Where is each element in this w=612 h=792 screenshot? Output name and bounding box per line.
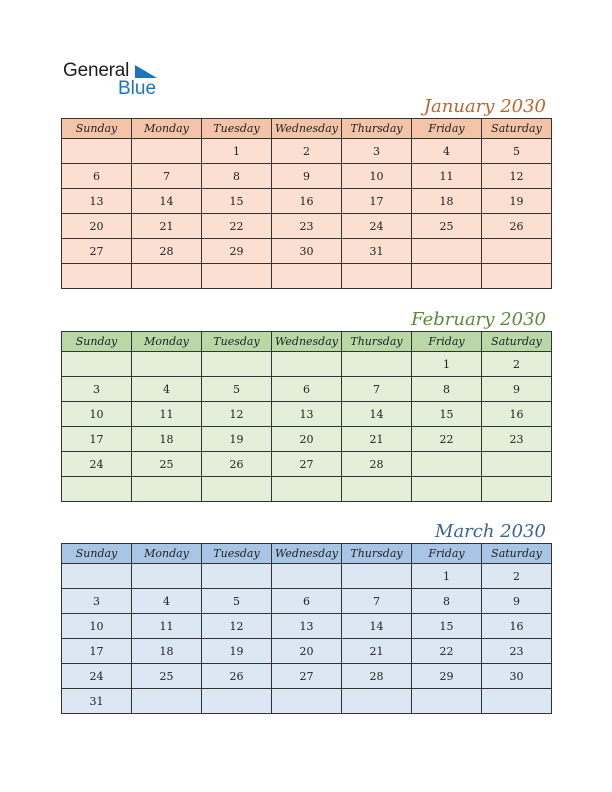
day-cell: 28 [342, 664, 412, 689]
day-cell [132, 264, 202, 289]
week-row [62, 564, 552, 589]
weekday-header: Sunday [62, 332, 132, 352]
day-cell [202, 264, 272, 289]
day-cell: 20 [272, 427, 342, 452]
week-row [62, 352, 552, 377]
weekday-header: Wednesday [272, 544, 342, 564]
weekday-header: Monday [132, 119, 202, 139]
calendar-grid [61, 118, 552, 289]
day-cell: 17 [62, 427, 132, 452]
day-cell: 30 [482, 664, 552, 689]
day-cell: 2 [482, 564, 552, 589]
day-cell: 8 [202, 164, 272, 189]
day-cell [62, 477, 132, 502]
weekday-header: Sunday [62, 544, 132, 564]
day-cell [62, 352, 132, 377]
day-cell: 17 [342, 189, 412, 214]
day-cell: 18 [132, 427, 202, 452]
day-cell: 15 [412, 614, 482, 639]
day-cell: 13 [272, 402, 342, 427]
weekday-header: Tuesday [202, 119, 272, 139]
day-cell: 19 [202, 639, 272, 664]
logo-text-general: General [63, 60, 130, 81]
day-cell: 22 [202, 214, 272, 239]
weekday-header: Wednesday [272, 119, 342, 139]
day-cell: 26 [482, 214, 552, 239]
day-cell: 29 [202, 239, 272, 264]
day-cell [202, 564, 272, 589]
day-cell [342, 564, 412, 589]
day-cell: 17 [62, 639, 132, 664]
weekday-header: Friday [412, 332, 482, 352]
day-cell: 9 [482, 377, 552, 402]
day-cell: 28 [342, 452, 412, 477]
day-cell: 10 [62, 402, 132, 427]
day-cell: 23 [482, 639, 552, 664]
day-cell: 24 [62, 664, 132, 689]
weekday-header: Friday [412, 119, 482, 139]
day-cell: 9 [272, 164, 342, 189]
week-row [62, 189, 552, 214]
logo-triangle-icon [135, 65, 157, 78]
day-cell: 3 [62, 589, 132, 614]
day-cell: 10 [62, 614, 132, 639]
day-cell [482, 264, 552, 289]
weekday-header-row [62, 544, 552, 564]
day-cell: 12 [202, 402, 272, 427]
day-cell [482, 239, 552, 264]
day-cell [272, 477, 342, 502]
week-row [62, 214, 552, 239]
calendar-grid [61, 543, 552, 714]
day-cell [62, 139, 132, 164]
month-title: February 2030 [411, 309, 546, 330]
day-cell: 4 [132, 589, 202, 614]
day-cell: 1 [412, 564, 482, 589]
day-cell: 11 [412, 164, 482, 189]
day-cell [132, 352, 202, 377]
day-cell: 1 [202, 139, 272, 164]
day-cell: 23 [482, 427, 552, 452]
day-cell: 22 [412, 427, 482, 452]
day-cell [62, 264, 132, 289]
day-cell [272, 564, 342, 589]
day-cell: 9 [482, 589, 552, 614]
day-cell: 19 [202, 427, 272, 452]
day-cell: 2 [272, 139, 342, 164]
day-cell [482, 689, 552, 714]
day-cell: 21 [342, 427, 412, 452]
day-cell [412, 264, 482, 289]
day-cell: 31 [342, 239, 412, 264]
day-cell: 12 [202, 614, 272, 639]
day-cell [202, 689, 272, 714]
week-row [62, 239, 552, 264]
day-cell [342, 477, 412, 502]
weekday-header: Friday [412, 544, 482, 564]
day-cell: 12 [482, 164, 552, 189]
day-cell [132, 477, 202, 502]
day-cell [412, 239, 482, 264]
day-cell: 5 [202, 377, 272, 402]
day-cell [272, 264, 342, 289]
day-cell: 25 [132, 452, 202, 477]
week-row [62, 589, 552, 614]
day-cell: 7 [342, 589, 412, 614]
weekday-header: Monday [132, 332, 202, 352]
day-cell: 11 [132, 614, 202, 639]
day-cell: 16 [482, 402, 552, 427]
day-cell [342, 264, 412, 289]
day-cell: 27 [62, 239, 132, 264]
weekday-header-row [62, 119, 552, 139]
day-cell: 16 [272, 189, 342, 214]
day-cell [412, 477, 482, 502]
day-cell [202, 352, 272, 377]
day-cell: 18 [412, 189, 482, 214]
day-cell: 10 [342, 164, 412, 189]
day-cell [272, 689, 342, 714]
day-cell [412, 689, 482, 714]
day-cell: 11 [132, 402, 202, 427]
day-cell: 28 [132, 239, 202, 264]
day-cell [342, 352, 412, 377]
day-cell: 26 [202, 452, 272, 477]
day-cell: 24 [342, 214, 412, 239]
weekday-header: Thursday [342, 544, 412, 564]
week-row [62, 377, 552, 402]
month-title: January 2030 [423, 96, 546, 117]
week-row [62, 614, 552, 639]
day-cell [132, 139, 202, 164]
day-cell: 27 [272, 664, 342, 689]
weekday-header: Thursday [342, 119, 412, 139]
calendar-grid [61, 331, 552, 502]
day-cell: 15 [202, 189, 272, 214]
day-cell: 31 [62, 689, 132, 714]
day-cell: 23 [272, 214, 342, 239]
weekday-header: Wednesday [272, 332, 342, 352]
day-cell: 13 [272, 614, 342, 639]
day-cell: 3 [62, 377, 132, 402]
day-cell [62, 564, 132, 589]
day-cell: 25 [412, 214, 482, 239]
weekday-header: Monday [132, 544, 202, 564]
day-cell: 4 [412, 139, 482, 164]
day-cell: 6 [272, 377, 342, 402]
month-title: March 2030 [435, 521, 546, 542]
weekday-header: Saturday [482, 544, 552, 564]
day-cell: 7 [342, 377, 412, 402]
week-row [62, 264, 552, 289]
day-cell [272, 352, 342, 377]
day-cell: 5 [202, 589, 272, 614]
day-cell: 21 [342, 639, 412, 664]
day-cell: 30 [272, 239, 342, 264]
day-cell [132, 564, 202, 589]
day-cell: 16 [482, 614, 552, 639]
day-cell: 15 [412, 402, 482, 427]
week-row [62, 477, 552, 502]
week-row [62, 427, 552, 452]
day-cell: 20 [62, 214, 132, 239]
day-cell: 5 [482, 139, 552, 164]
day-cell: 20 [272, 639, 342, 664]
weekday-header: Saturday [482, 332, 552, 352]
day-cell: 8 [412, 589, 482, 614]
day-cell [482, 452, 552, 477]
weekday-header: Tuesday [202, 332, 272, 352]
weekday-header: Sunday [62, 119, 132, 139]
day-cell [412, 452, 482, 477]
day-cell [342, 689, 412, 714]
week-row [62, 664, 552, 689]
day-cell: 6 [272, 589, 342, 614]
day-cell: 1 [412, 352, 482, 377]
weekday-header-row [62, 332, 552, 352]
day-cell: 3 [342, 139, 412, 164]
day-cell: 14 [342, 402, 412, 427]
day-cell [202, 477, 272, 502]
day-cell: 26 [202, 664, 272, 689]
logo-text-blue: Blue [118, 78, 157, 99]
day-cell: 21 [132, 214, 202, 239]
day-cell [132, 689, 202, 714]
day-cell: 29 [412, 664, 482, 689]
day-cell: 6 [62, 164, 132, 189]
day-cell: 14 [132, 189, 202, 214]
week-row [62, 402, 552, 427]
week-row [62, 689, 552, 714]
day-cell: 19 [482, 189, 552, 214]
day-cell: 2 [482, 352, 552, 377]
day-cell: 7 [132, 164, 202, 189]
day-cell: 4 [132, 377, 202, 402]
day-cell: 25 [132, 664, 202, 689]
day-cell: 8 [412, 377, 482, 402]
day-cell: 14 [342, 614, 412, 639]
day-cell: 18 [132, 639, 202, 664]
week-row [62, 164, 552, 189]
weekday-header: Saturday [482, 119, 552, 139]
week-row [62, 139, 552, 164]
day-cell [482, 477, 552, 502]
week-row [62, 452, 552, 477]
day-cell: 13 [62, 189, 132, 214]
weekday-header: Tuesday [202, 544, 272, 564]
day-cell: 27 [272, 452, 342, 477]
brand-logo [63, 60, 163, 100]
day-cell: 22 [412, 639, 482, 664]
weekday-header: Thursday [342, 332, 412, 352]
week-row [62, 639, 552, 664]
day-cell: 24 [62, 452, 132, 477]
